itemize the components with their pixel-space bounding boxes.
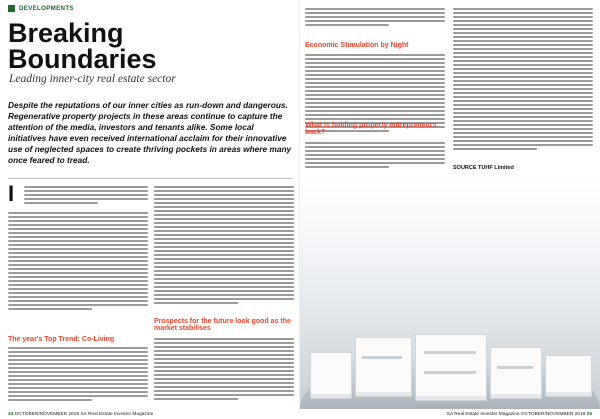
footer-left-page-number: 34 <box>8 412 14 417</box>
photo-building <box>355 337 412 397</box>
photo-building <box>310 352 352 399</box>
source-credit <box>453 165 593 173</box>
section-tag-label: DEVELOPMENTS <box>19 5 74 12</box>
photo-window-strip <box>497 366 533 369</box>
headline <box>8 20 308 72</box>
column-3-text-top <box>305 8 445 26</box>
footer-left <box>8 412 153 417</box>
subhead: Leading inner-city real estate sector <box>9 73 176 85</box>
mid-subheading: Prospects for the future look good as the market stabilises <box>154 318 291 332</box>
source-label: SOURCE TUHF Limited <box>453 165 514 171</box>
photo-building <box>415 334 487 401</box>
footer-left-text: OCTOBER/NOVEMBER 2019 SA Real Estate Investor Magazine <box>14 412 154 417</box>
column-1-text-bottom <box>8 347 148 401</box>
column-3-text-bottom <box>305 142 445 168</box>
headline-line-1: Breaking <box>8 18 124 48</box>
col3-heading-2: What is holding property entrepreneurs back? <box>305 122 437 136</box>
photo-window-strip <box>424 351 476 354</box>
drop-cap: I <box>8 181 15 206</box>
footer-right <box>447 412 592 417</box>
photo-window-strip <box>424 371 476 374</box>
section-tag-square-icon <box>8 5 15 12</box>
column-4-text <box>453 8 593 150</box>
photo-window-strip <box>362 356 402 359</box>
column-2-text-bottom <box>154 338 294 400</box>
buildings-photo <box>300 180 600 409</box>
col3-heading-1: Economic Stimulation by Night <box>305 42 409 49</box>
headline-line-2: Boundaries <box>8 44 157 74</box>
photo-building <box>490 347 542 399</box>
intro-paragraph: Despite the reputations of our inner cities as run-down and dangerous. Regenerative property projects in these areas continue to capture the attention of the media, investors and tenants alike. Some local initiatives have even received international acclaim for their innovative use of neglected spaces to create thriving pockets in areas where many once feared to tread. <box>8 100 292 165</box>
column-2-text <box>154 186 294 304</box>
footer-right-page-number: 35 <box>586 412 592 417</box>
intro-rule <box>8 178 292 179</box>
column-1-text <box>8 212 148 310</box>
column-1-text-top <box>24 186 148 204</box>
left-subheading: The year's Top Trend: Co-Living <box>8 336 115 343</box>
footer-right-text: SA Real Estate Investor Magazine OCTOBER/NOVEMBER 2019 <box>446 412 586 417</box>
photo-building <box>545 355 592 397</box>
column-3-text <box>305 54 445 132</box>
section-tag <box>8 5 74 12</box>
